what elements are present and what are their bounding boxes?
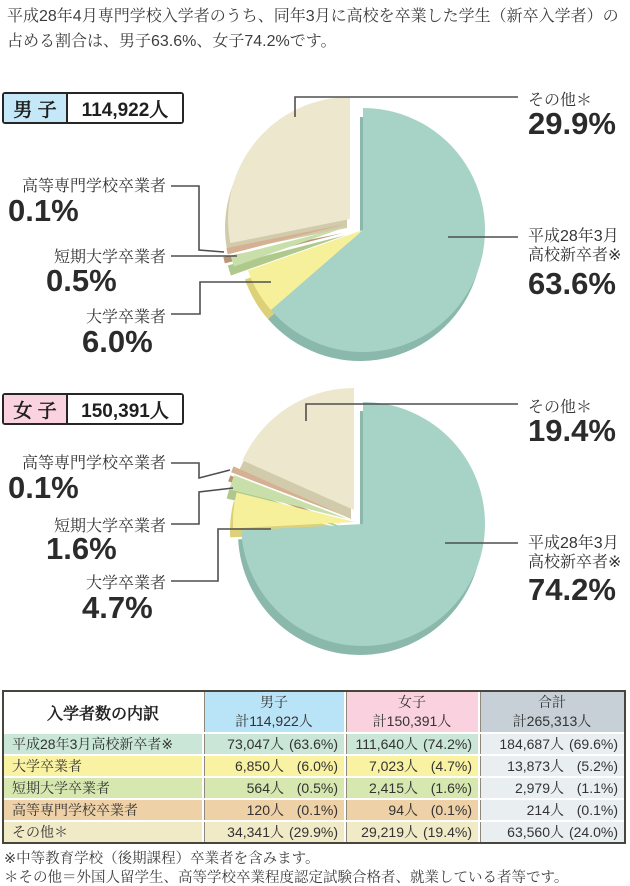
footnote-1: ※中等教育学校（後期課程）卒業者を含みます。 xyxy=(4,851,320,867)
cell-count: 7,023人 xyxy=(368,758,418,774)
table-cell xyxy=(478,822,624,842)
table-column-header xyxy=(202,692,344,734)
cell-content xyxy=(346,734,478,754)
table-cell xyxy=(344,800,478,822)
male-daigaku-pct: 6.0% xyxy=(82,324,153,359)
page-title: 平成28年4月専門学校入学者のうち、同年3月に高校を卒業した学生（新卒入学者）の占める割合は、男子63.6%、女子74.2%です。 xyxy=(7,8,619,50)
row-label: 高等専門学校卒業者 xyxy=(4,800,202,822)
column-total: 計150,391人 xyxy=(372,713,452,729)
cell-content xyxy=(480,734,624,754)
cell-percent: (19.4%) xyxy=(422,824,472,840)
table-cell xyxy=(202,778,344,800)
female-tandai-label: 短期大学卒業者 xyxy=(53,518,166,535)
pie-male xyxy=(171,97,518,361)
male-main-pct: 63.6% xyxy=(528,266,616,301)
table-cell xyxy=(478,800,624,822)
cell-percent: (5.2%) xyxy=(576,758,618,774)
cell-content xyxy=(480,822,624,842)
cell-percent: (24.0%) xyxy=(568,824,618,840)
female-tandai-pct: 1.6% xyxy=(46,531,117,566)
cell-content xyxy=(204,778,344,798)
column-total: 計114,922人 xyxy=(235,713,313,729)
cell-content xyxy=(480,756,624,776)
table-cell xyxy=(478,734,624,756)
cell-count: 120人 xyxy=(246,802,284,818)
cell-content xyxy=(346,822,478,842)
cell-percent: (6.0%) xyxy=(296,758,338,774)
pie-female xyxy=(171,388,518,655)
male-kosen-pct: 0.1% xyxy=(8,193,79,228)
cell-count: 63,560人 xyxy=(507,824,564,840)
cell-count: 184,687人 xyxy=(499,736,564,752)
table-row xyxy=(4,822,624,842)
male-tandai-pct: 0.5% xyxy=(46,263,117,298)
row-label: 平成28年3月高校新卒者※ xyxy=(4,734,202,756)
male-badge xyxy=(2,92,184,124)
table-column-header xyxy=(478,692,624,734)
table-cell xyxy=(344,822,478,842)
table-cell xyxy=(478,778,624,800)
table-cell xyxy=(344,778,478,800)
cell-percent: (0.5%) xyxy=(296,780,338,796)
female-other-pct: 19.4% xyxy=(528,413,616,448)
cell-count: 34,341人 xyxy=(227,824,284,840)
male-main-label-line1: 平成28年3月 xyxy=(528,228,619,245)
male-main-label-line2: 高校新卒者※ xyxy=(528,247,622,264)
column-title: 女子 xyxy=(398,694,426,711)
female-badge-total: 150,391人 xyxy=(68,395,182,423)
cell-content xyxy=(204,734,344,754)
row-label: 大学卒業者 xyxy=(4,756,202,778)
cell-content xyxy=(346,800,478,820)
column-title: 合計 xyxy=(538,694,566,711)
leader-line xyxy=(171,488,233,524)
male-daigaku-label: 大学卒業者 xyxy=(85,309,166,326)
table-cell xyxy=(202,800,344,822)
male-other-pct: 29.9% xyxy=(528,106,616,141)
cell-percent: (1.1%) xyxy=(576,780,618,796)
male-main-label xyxy=(528,227,621,265)
male-kosen-label: 高等専門学校卒業者 xyxy=(21,178,166,195)
male-badge-total: 114,922人 xyxy=(68,94,182,122)
male-tandai-label: 短期大学卒業者 xyxy=(53,249,166,266)
female-main-label xyxy=(528,534,621,572)
leader-line xyxy=(171,186,224,252)
table-row xyxy=(4,756,624,778)
table-cell xyxy=(344,756,478,778)
table-column-header xyxy=(344,692,478,734)
table-row xyxy=(4,734,624,756)
cell-content xyxy=(204,822,344,842)
table-cell xyxy=(344,734,478,756)
footnote-2: ＊その他＝外国人留学生、高等学校卒業程度認定試験合格者、就業している者等です。 xyxy=(4,870,569,886)
table-cell xyxy=(202,756,344,778)
pie-slice xyxy=(228,97,350,243)
cell-content xyxy=(480,800,624,820)
cell-count: 29,219人 xyxy=(361,824,418,840)
cell-content xyxy=(480,778,624,798)
cell-content xyxy=(204,800,344,820)
female-other-label: その他＊ xyxy=(528,399,593,416)
male-other-label: その他＊ xyxy=(528,92,593,109)
cell-count: 13,873人 xyxy=(507,758,564,774)
female-daigaku-pct: 4.7% xyxy=(82,590,153,625)
cell-count: 564人 xyxy=(246,780,284,796)
cell-percent: (63.6%) xyxy=(288,736,338,752)
cell-content xyxy=(204,756,344,776)
female-daigaku-label: 大学卒業者 xyxy=(85,575,166,592)
cell-count: 111,640人 xyxy=(355,736,418,752)
cell-count: 73,047人 xyxy=(227,736,284,752)
female-badge xyxy=(2,393,184,425)
cell-percent: (74.2%) xyxy=(422,736,472,752)
table-corner-header: 入学者数の内訳 xyxy=(4,692,202,734)
cell-percent: (0.1%) xyxy=(296,802,338,818)
female-kosen-pct: 0.1% xyxy=(8,470,79,505)
cell-percent: (0.1%) xyxy=(430,802,472,818)
leader-line xyxy=(171,463,230,478)
cell-content xyxy=(346,756,478,776)
row-label: その他＊ xyxy=(4,822,202,842)
column-title: 男子 xyxy=(260,694,288,711)
entrants-breakdown-table xyxy=(2,690,626,844)
cell-count: 6,850人 xyxy=(234,758,284,774)
cell-count: 2,415人 xyxy=(368,780,418,796)
cell-percent: (69.6%) xyxy=(568,736,618,752)
cell-percent: (1.6%) xyxy=(430,780,472,796)
cell-count: 214人 xyxy=(526,802,564,818)
female-main-label-line1: 平成28年3月 xyxy=(528,535,619,552)
cell-content xyxy=(346,778,478,798)
cell-percent: (29.9%) xyxy=(288,824,338,840)
cell-percent: (4.7%) xyxy=(430,758,472,774)
female-badge-label: 女 子 xyxy=(4,395,68,423)
female-main-label-line2: 高校新卒者※ xyxy=(528,554,622,571)
table-header-row xyxy=(4,692,624,734)
cell-count: 2,979人 xyxy=(514,780,564,796)
table-cell xyxy=(202,822,344,842)
column-total: 計265,313人 xyxy=(512,713,592,729)
cell-percent: (0.1%) xyxy=(576,802,618,818)
table-cell xyxy=(478,756,624,778)
male-badge-label: 男 子 xyxy=(4,94,68,122)
table-row xyxy=(4,778,624,800)
table-cell xyxy=(202,734,344,756)
table-row xyxy=(4,800,624,822)
cell-count: 94人 xyxy=(388,802,418,818)
row-label: 短期大学卒業者 xyxy=(4,778,202,800)
female-main-pct: 74.2% xyxy=(528,572,616,607)
female-kosen-label: 高等専門学校卒業者 xyxy=(21,455,166,472)
